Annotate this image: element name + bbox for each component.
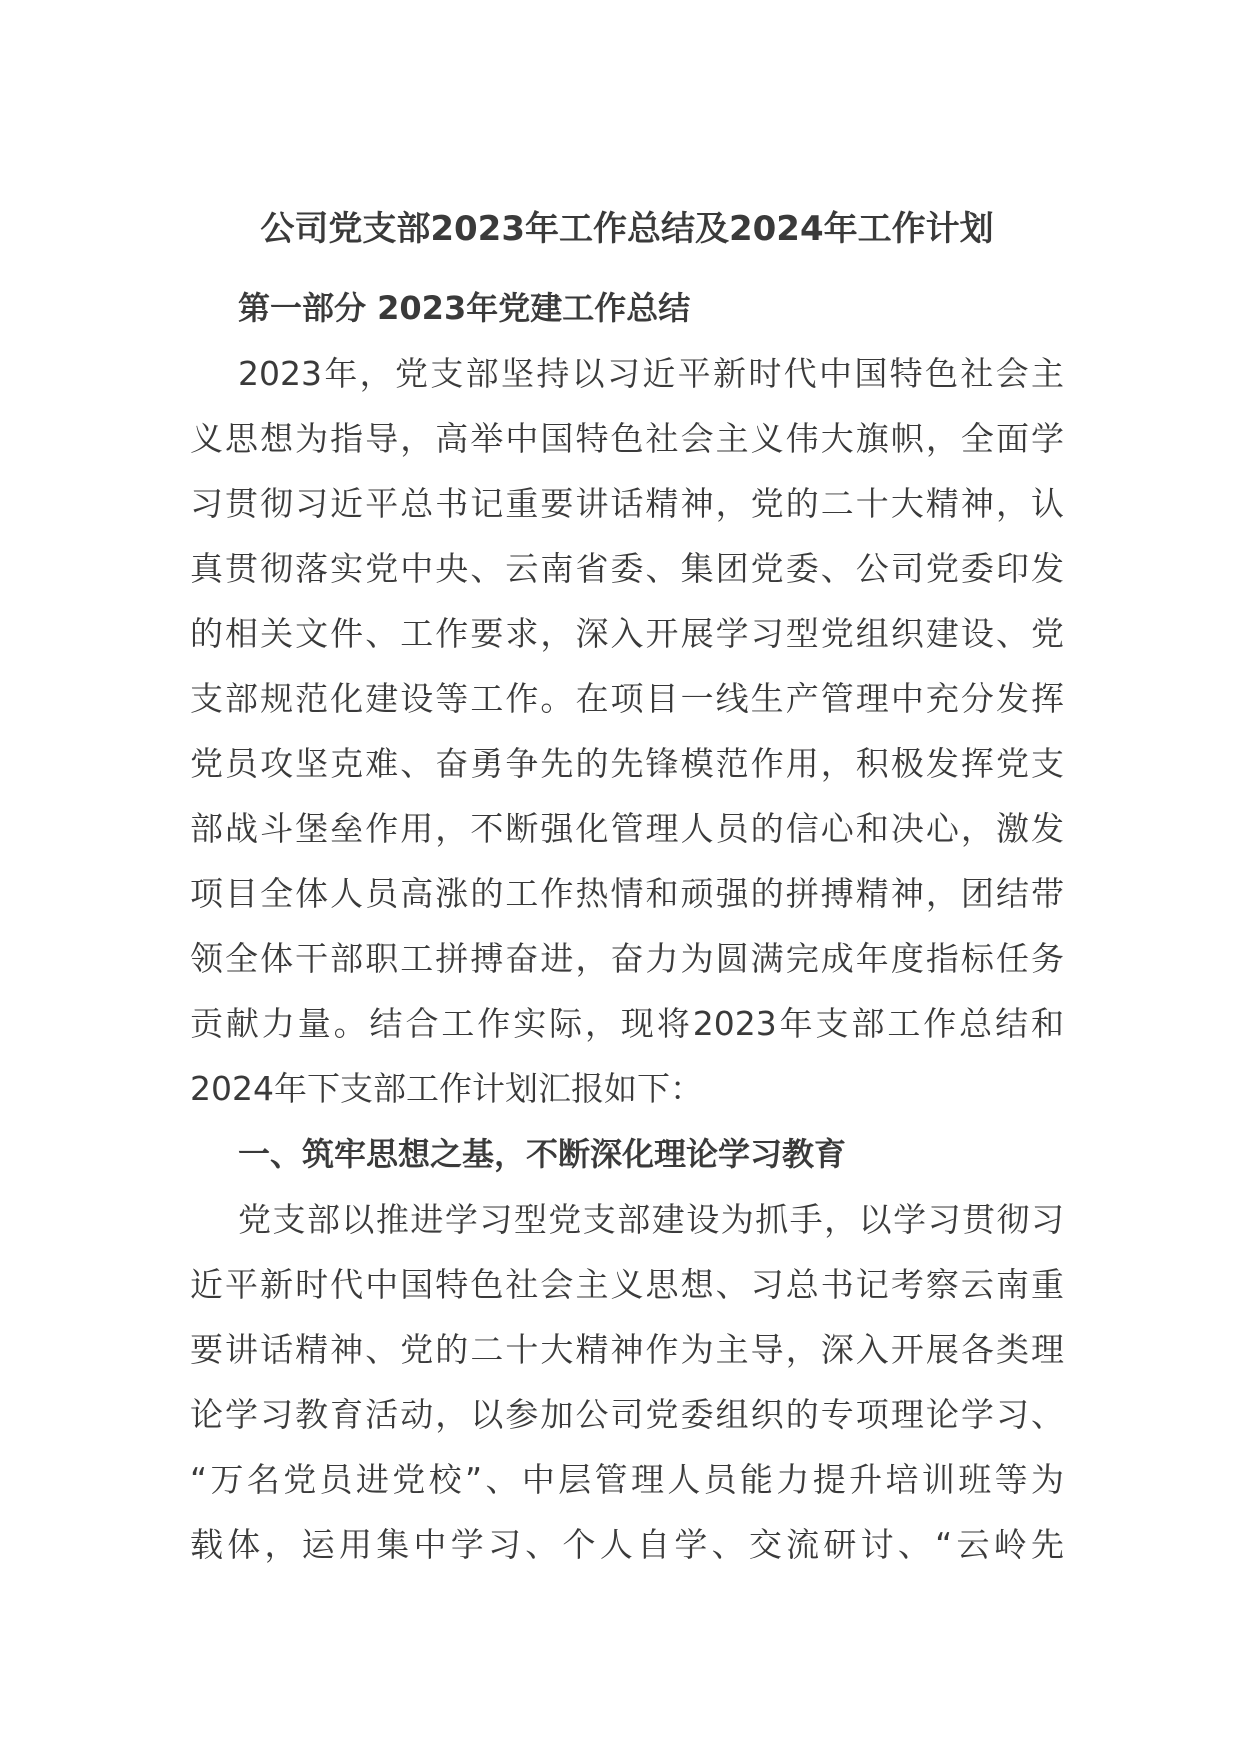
section-heading: 一、筑牢思想之基，不断深化理论学习教育 (238, 1135, 847, 1173)
paragraph-line: 载体，运用集中学习、个人自学、交流研讨、“云岭先 (190, 1525, 1064, 1564)
paragraph-line: 领全体干部职工拼搏奋进，奋力为圆满完成年度指标任务 (190, 939, 1064, 978)
paragraph-line: 近平新时代中国特色社会主义思想、习总书记考察云南重 (190, 1265, 1064, 1304)
paragraph-line: “万名党员进党校”、中层管理人员能力提升培训班等为 (190, 1460, 1064, 1499)
paragraph-line: 要讲话精神、党的二十大精神作为主导，深入开展各类理 (190, 1330, 1064, 1369)
paragraph-line: 部战斗堡垒作用，不断强化管理人员的信心和决心，激发 (190, 809, 1064, 848)
document-title: 公司党支部2023年工作总结及2024年工作计划 (260, 209, 994, 249)
paragraph-line: 论学习教育活动，以参加公司党委组织的专项理论学习、 (190, 1395, 1064, 1434)
paragraph-line: 的相关文件、工作要求，深入开展学习型党组织建设、党 (190, 614, 1064, 653)
paragraph-line: 义思想为指导，高举中国特色社会主义伟大旗帜，全面学 (190, 419, 1064, 458)
part-heading: 第一部分 2023年党建工作总结 (238, 289, 691, 327)
paragraph-line: 贡献力量。结合工作实际，现将2023年支部工作总结和 (190, 1004, 1064, 1043)
paragraph-line: 项目全体人员高涨的工作热情和顽强的拼搏精神，团结带 (190, 874, 1064, 913)
paragraph-line: 支部规范化建设等工作。在项目一线生产管理中充分发挥 (190, 679, 1064, 718)
paragraph-line: 党支部以推进学习型党支部建设为抓手，以学习贯彻习 (238, 1200, 1064, 1239)
paragraph-line: 习贯彻习近平总书记重要讲话精神，党的二十大精神，认 (190, 484, 1064, 523)
paragraph-line: 2023年，党支部坚持以习近平新时代中国特色社会主 (238, 354, 1064, 393)
paragraph-line: 真贯彻落实党中央、云南省委、集团党委、公司党委印发 (190, 549, 1064, 588)
paragraph-line: 党员攻坚克难、奋勇争先的先锋模范作用，积极发挥党支 (190, 744, 1064, 783)
paragraph-line: 2024年下支部工作计划汇报如下： (190, 1069, 703, 1108)
